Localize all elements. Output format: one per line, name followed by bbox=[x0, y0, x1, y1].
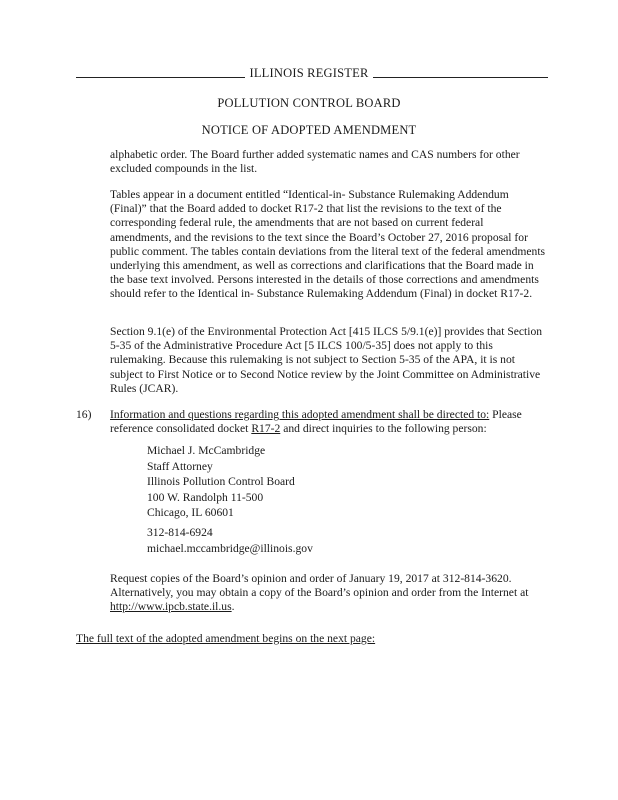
register-title: ILLINOIS REGISTER bbox=[0, 66, 618, 81]
paragraph-information bbox=[110, 408, 546, 436]
contact-organization: Illinois Pollution Control Board bbox=[147, 475, 295, 488]
contact-city: Chicago, IL 60601 bbox=[147, 506, 234, 519]
information-heading: Information and questions regarding this adopted amendment shall be directed to: bbox=[110, 408, 490, 421]
contact-phone: 312-814-6924 bbox=[147, 526, 213, 539]
contact-address-block bbox=[147, 443, 295, 521]
full-text-notice: The full text of the adopted amendment begins on the next page: bbox=[76, 632, 376, 645]
request-copies-end: . bbox=[231, 600, 235, 614]
information-text-b: and direct inquiries to the following person: bbox=[280, 422, 487, 436]
contact-title: Staff Attorney bbox=[147, 459, 213, 473]
paragraph-request-copies bbox=[110, 572, 546, 615]
paragraph-section-9-1: Section 9.1(e) of the Environmental Protection Act [415 ILCS 5/9.1(e)] provides that Section 5-35 of the Administrative Procedure Act [5 ILCS 100/5-35] does not apply to this rulemaking. Because this rulemaking is not subject to Section 5-35 of the APA, it is not subject to First Notice or to Second Notice review by the Joint Committee on Administrative Rules (JCAR). bbox=[110, 325, 543, 395]
paragraph-tables: Tables appear in a document entitled “Identical-in- Substance Rulemaking Addendum (Final)” that the Board added to docket R17-2 that list the revisions to the text of the corresponding federal rule, the amendments that are not based on current federal amendments, and the revisions to the text since the Board’s October 27, 2016 proposal for public comment. The tables contain deviations from the literal text of the federal amendments underlying this amendment, as well as corrections and clarifications that the Board made in the base text involved. Persons interested in the details of those corrections and amendments should refer to the Identical in- Substance Rulemaking Addendum (Final) in docket R17-2. bbox=[110, 188, 546, 301]
docket-reference: R17-2 bbox=[251, 422, 281, 436]
notice-title: NOTICE OF ADOPTED AMENDMENT bbox=[201, 123, 417, 137]
information-text-a: Please reference consolidated docket bbox=[110, 408, 522, 436]
contact-info-block bbox=[147, 525, 313, 556]
item-number: 16) bbox=[76, 408, 92, 421]
board-title: POLLUTION CONTROL BOARD bbox=[217, 96, 401, 110]
ipcb-website-link[interactable]: http://www.ipcb.state.il.us bbox=[110, 600, 232, 614]
contact-address: 100 W. Randolph 11-500 bbox=[147, 490, 264, 504]
request-copies-text: Request copies of the Board’s opinion and order of January 19, 2017 at 312-814-3620. Alternatively, you may obtain a copy of the Board’s opinion and order from the Internet at bbox=[110, 572, 529, 600]
paragraph-alphabetic-order: alphabetic order. The Board further added systematic names and CAS numbers for other excluded compounds in the list. bbox=[110, 148, 520, 176]
contact-name: Michael J. McCambridge bbox=[147, 444, 266, 457]
contact-email: michael.mccambridge@illinois.gov bbox=[147, 541, 313, 555]
